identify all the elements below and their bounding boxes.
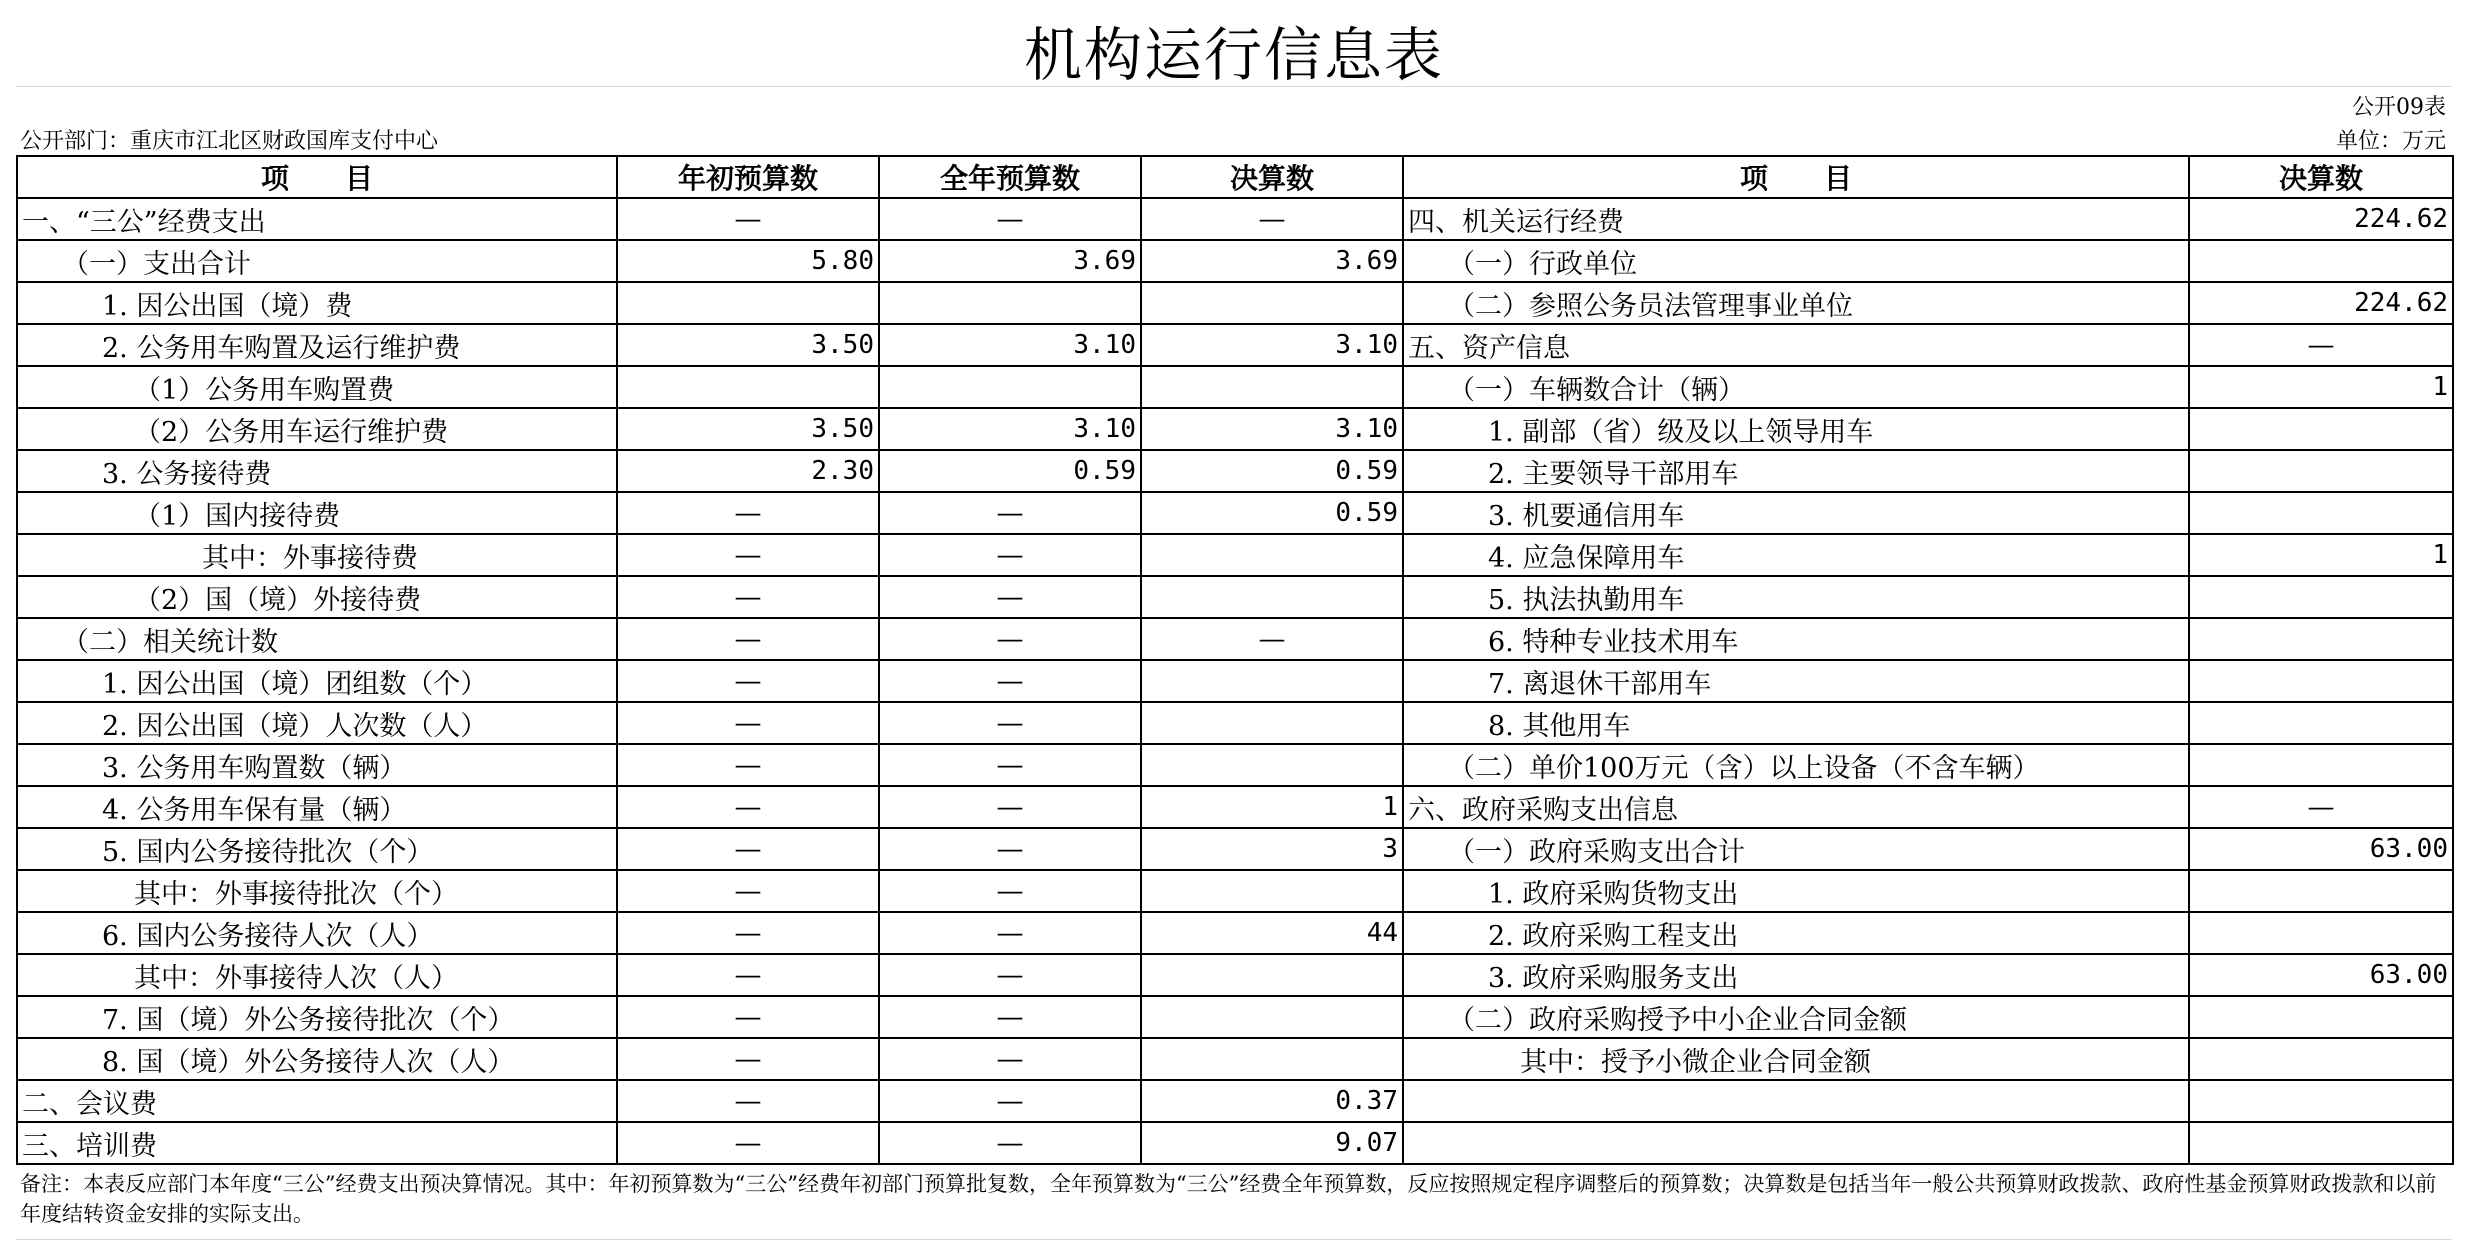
final-account-cell: 0.59 xyxy=(1141,492,1403,534)
final-account-right-cell xyxy=(2189,660,2453,702)
item-right-cell: 3. 政府采购服务支出 xyxy=(1403,954,2189,996)
item-cell: 3. 公务接待费 xyxy=(17,450,617,492)
item-cell: 5. 国内公务接待批次（个） xyxy=(17,828,617,870)
final-account-right-cell xyxy=(2189,912,2453,954)
table-row xyxy=(17,954,2453,996)
department-label: 公开部门：重庆市江北区财政国库支付中心 xyxy=(20,129,439,154)
initial-budget-cell: 2.30 xyxy=(617,450,879,492)
item-cell: 其中：外事接待批次（个） xyxy=(17,870,617,912)
initial-budget-cell: 3.50 xyxy=(617,324,879,366)
full-year-budget-cell: 3.10 xyxy=(879,324,1141,366)
full-year-budget-cell: — xyxy=(879,618,1141,660)
final-account-right-cell: 63.00 xyxy=(2189,954,2453,996)
full-year-budget-cell: — xyxy=(879,702,1141,744)
final-account-right-cell: 63.00 xyxy=(2189,828,2453,870)
initial-budget-cell: — xyxy=(617,534,879,576)
full-year-budget-cell: — xyxy=(879,492,1141,534)
full-year-budget-cell: — xyxy=(879,912,1141,954)
item-right-cell: 7. 离退休干部用车 xyxy=(1403,660,2189,702)
final-account-right-cell xyxy=(2189,744,2453,786)
final-account-cell xyxy=(1141,282,1403,324)
final-account-cell: 1 xyxy=(1141,786,1403,828)
item-right-cell: 4. 应急保障用车 xyxy=(1403,534,2189,576)
initial-budget-cell: — xyxy=(617,786,879,828)
full-year-budget-cell: — xyxy=(879,1080,1141,1122)
initial-budget-cell: — xyxy=(617,996,879,1038)
item-right-cell: （一）政府采购支出合计 xyxy=(1403,828,2189,870)
final-account-right-cell xyxy=(2189,492,2453,534)
item-cell: 三、培训费 xyxy=(17,1122,617,1164)
item-right-cell: 六、政府采购支出信息 xyxy=(1403,786,2189,828)
table-row xyxy=(17,996,2453,1038)
initial-budget-cell: — xyxy=(617,576,879,618)
header-item: 项 目 xyxy=(17,156,617,198)
item-cell: 2. 因公出国（境）人次数（人） xyxy=(17,702,617,744)
table-row xyxy=(17,240,2453,282)
item-cell: 1. 因公出国（境）团组数（个） xyxy=(17,660,617,702)
item-right-cell: 其中：授予小微企业合同金额 xyxy=(1403,1038,2189,1080)
item-right-cell: 2. 主要领导干部用车 xyxy=(1403,450,2189,492)
form-number: 公开09表 xyxy=(2352,95,2446,120)
final-account-right-cell: — xyxy=(2189,324,2453,366)
final-account-right-cell xyxy=(2189,576,2453,618)
final-account-right-cell: 1 xyxy=(2189,366,2453,408)
item-right-cell: 1. 政府采购货物支出 xyxy=(1403,870,2189,912)
final-account-cell: 3 xyxy=(1141,828,1403,870)
table-body xyxy=(17,198,2453,1164)
table-row xyxy=(17,618,2453,660)
item-right-cell: （一）行政单位 xyxy=(1403,240,2189,282)
full-year-budget-cell: 3.69 xyxy=(879,240,1141,282)
final-account-right-cell xyxy=(2189,450,2453,492)
spreadsheet xyxy=(16,14,2452,1240)
table-row xyxy=(17,534,2453,576)
full-year-budget-cell: — xyxy=(879,534,1141,576)
table-row xyxy=(17,660,2453,702)
full-year-budget-cell: — xyxy=(879,660,1141,702)
item-right-cell: （一）车辆数合计（辆） xyxy=(1403,366,2189,408)
item-cell: （二）相关统计数 xyxy=(17,618,617,660)
full-year-budget-cell: — xyxy=(879,576,1141,618)
table-row xyxy=(17,912,2453,954)
full-year-budget-cell: — xyxy=(879,828,1141,870)
initial-budget-cell: — xyxy=(617,1080,879,1122)
unit-label: 单位：万元 xyxy=(2335,129,2446,154)
table-row xyxy=(17,324,2453,366)
item-cell: 其中：外事接待费 xyxy=(17,534,617,576)
final-account-right-cell xyxy=(2189,996,2453,1038)
final-account-cell: 44 xyxy=(1141,912,1403,954)
item-cell: 4. 公务用车保有量（辆） xyxy=(17,786,617,828)
final-account-right-cell xyxy=(2189,1080,2453,1122)
final-account-right-cell xyxy=(2189,408,2453,450)
item-right-cell: 2. 政府采购工程支出 xyxy=(1403,912,2189,954)
full-year-budget-cell: — xyxy=(879,198,1141,240)
final-account-cell: — xyxy=(1141,618,1403,660)
full-year-budget-cell: — xyxy=(879,954,1141,996)
header-final-account-right: 决算数 xyxy=(2189,156,2453,198)
header-item-right: 项 目 xyxy=(1403,156,2189,198)
table-row xyxy=(17,1080,2453,1122)
item-cell: 3. 公务用车购置数（辆） xyxy=(17,744,617,786)
full-year-budget-cell xyxy=(879,282,1141,324)
table-row xyxy=(17,1122,2453,1164)
initial-budget-cell: — xyxy=(617,660,879,702)
initial-budget-cell: — xyxy=(617,870,879,912)
full-year-budget-cell: 0.59 xyxy=(879,450,1141,492)
final-account-cell xyxy=(1141,366,1403,408)
table-row xyxy=(17,366,2453,408)
item-right-cell: 6. 特种专业技术用车 xyxy=(1403,618,2189,660)
initial-budget-cell: — xyxy=(617,1038,879,1080)
full-year-budget-cell: — xyxy=(879,786,1141,828)
final-account-cell: — xyxy=(1141,198,1403,240)
item-right-cell: （二）政府采购授予中小企业合同金额 xyxy=(1403,996,2189,1038)
item-cell: （1）公务用车购置费 xyxy=(17,366,617,408)
initial-budget-cell: — xyxy=(617,618,879,660)
item-cell: 6. 国内公务接待人次（人） xyxy=(17,912,617,954)
final-account-cell xyxy=(1141,996,1403,1038)
table-row xyxy=(17,828,2453,870)
table-row xyxy=(17,744,2453,786)
form-number-row xyxy=(16,87,2452,121)
final-account-right-cell xyxy=(2189,240,2453,282)
item-cell: （2）公务用车运行维护费 xyxy=(17,408,617,450)
final-account-right-cell: 224.62 xyxy=(2189,198,2453,240)
full-year-budget-cell xyxy=(879,366,1141,408)
final-account-cell xyxy=(1141,534,1403,576)
item-cell: 7. 国（境）外公务接待批次（个） xyxy=(17,996,617,1038)
table-row xyxy=(17,702,2453,744)
item-cell: 其中：外事接待人次（人） xyxy=(17,954,617,996)
header-full-year-budget: 全年预算数 xyxy=(879,156,1141,198)
table-row xyxy=(17,1038,2453,1080)
table-row xyxy=(17,576,2453,618)
initial-budget-cell: — xyxy=(617,954,879,996)
final-account-cell: 3.10 xyxy=(1141,324,1403,366)
final-account-right-cell xyxy=(2189,702,2453,744)
final-account-cell xyxy=(1141,744,1403,786)
header-initial-budget: 年初预算数 xyxy=(617,156,879,198)
table-row xyxy=(17,450,2453,492)
item-cell: 1. 因公出国（境）费 xyxy=(17,282,617,324)
initial-budget-cell: — xyxy=(617,1122,879,1164)
item-cell: 8. 国（境）外公务接待人次（人） xyxy=(17,1038,617,1080)
final-account-cell xyxy=(1141,576,1403,618)
item-cell: （1）国内接待费 xyxy=(17,492,617,534)
header-row xyxy=(17,156,2453,198)
initial-budget-cell: — xyxy=(617,492,879,534)
item-right-cell: 1. 副部（省）级及以上领导用车 xyxy=(1403,408,2189,450)
initial-budget-cell: — xyxy=(617,702,879,744)
item-right-cell: 五、资产信息 xyxy=(1403,324,2189,366)
final-account-right-cell: 224.62 xyxy=(2189,282,2453,324)
initial-budget-cell: — xyxy=(617,912,879,954)
initial-budget-cell xyxy=(617,282,879,324)
full-year-budget-cell: — xyxy=(879,1038,1141,1080)
final-account-right-cell xyxy=(2189,1122,2453,1164)
final-account-cell xyxy=(1141,660,1403,702)
item-right-cell: 四、机关运行经费 xyxy=(1403,198,2189,240)
item-right-cell: 8. 其他用车 xyxy=(1403,702,2189,744)
initial-budget-cell: 5.80 xyxy=(617,240,879,282)
info-table xyxy=(16,155,2454,1165)
initial-budget-cell: — xyxy=(617,828,879,870)
table-row xyxy=(17,492,2453,534)
table-row xyxy=(17,198,2453,240)
item-cell: （一）支出合计 xyxy=(17,240,617,282)
table-row xyxy=(17,282,2453,324)
final-account-right-cell: 1 xyxy=(2189,534,2453,576)
final-account-right-cell: — xyxy=(2189,786,2453,828)
full-year-budget-cell: — xyxy=(879,744,1141,786)
final-account-cell: 0.37 xyxy=(1141,1080,1403,1122)
final-account-right-cell xyxy=(2189,870,2453,912)
final-account-cell: 3.69 xyxy=(1141,240,1403,282)
final-account-cell: 9.07 xyxy=(1141,1122,1403,1164)
item-right-cell xyxy=(1403,1122,2189,1164)
full-year-budget-cell: 3.10 xyxy=(879,408,1141,450)
final-account-right-cell xyxy=(2189,618,2453,660)
page-title: 机构运行信息表 xyxy=(16,14,2452,87)
item-cell: （2）国（境）外接待费 xyxy=(17,576,617,618)
full-year-budget-cell: — xyxy=(879,996,1141,1038)
table-row xyxy=(17,408,2453,450)
initial-budget-cell: 3.50 xyxy=(617,408,879,450)
table-row xyxy=(17,870,2453,912)
final-account-cell xyxy=(1141,870,1403,912)
item-right-cell: 3. 机要通信用车 xyxy=(1403,492,2189,534)
item-right-cell xyxy=(1403,1080,2189,1122)
full-year-budget-cell: — xyxy=(879,870,1141,912)
header-final-account: 决算数 xyxy=(1141,156,1403,198)
initial-budget-cell: — xyxy=(617,744,879,786)
item-right-cell: （二）参照公务员法管理事业单位 xyxy=(1403,282,2189,324)
table-row xyxy=(17,786,2453,828)
final-account-cell xyxy=(1141,1038,1403,1080)
final-account-cell: 3.10 xyxy=(1141,408,1403,450)
final-account-right-cell xyxy=(2189,1038,2453,1080)
footnote: 备注：本表反应部门本年度“三公”经费支出预决算情况。其中：年初预算数为“三公”经费年初部门预算批复数，全年预算数为“三公”经费全年预算数，反应按照规定程序调整后的预算数；决算数是包括当年一般公共预算财政拨款、政府性基金预算财政拨款和以前年度结转资金安排的实际支出。 xyxy=(16,1165,2452,1240)
item-cell: 2. 公务用车购置及运行维护费 xyxy=(17,324,617,366)
final-account-cell: 0.59 xyxy=(1141,450,1403,492)
initial-budget-cell xyxy=(617,366,879,408)
full-year-budget-cell: — xyxy=(879,1122,1141,1164)
item-right-cell: （二）单价100万元（含）以上设备（不含车辆） xyxy=(1403,744,2189,786)
item-cell: 二、会议费 xyxy=(17,1080,617,1122)
item-right-cell: 5. 执法执勤用车 xyxy=(1403,576,2189,618)
final-account-cell xyxy=(1141,702,1403,744)
initial-budget-cell: — xyxy=(617,198,879,240)
final-account-cell xyxy=(1141,954,1403,996)
item-cell: 一、“三公”经费支出 xyxy=(17,198,617,240)
department-row xyxy=(16,121,2452,155)
